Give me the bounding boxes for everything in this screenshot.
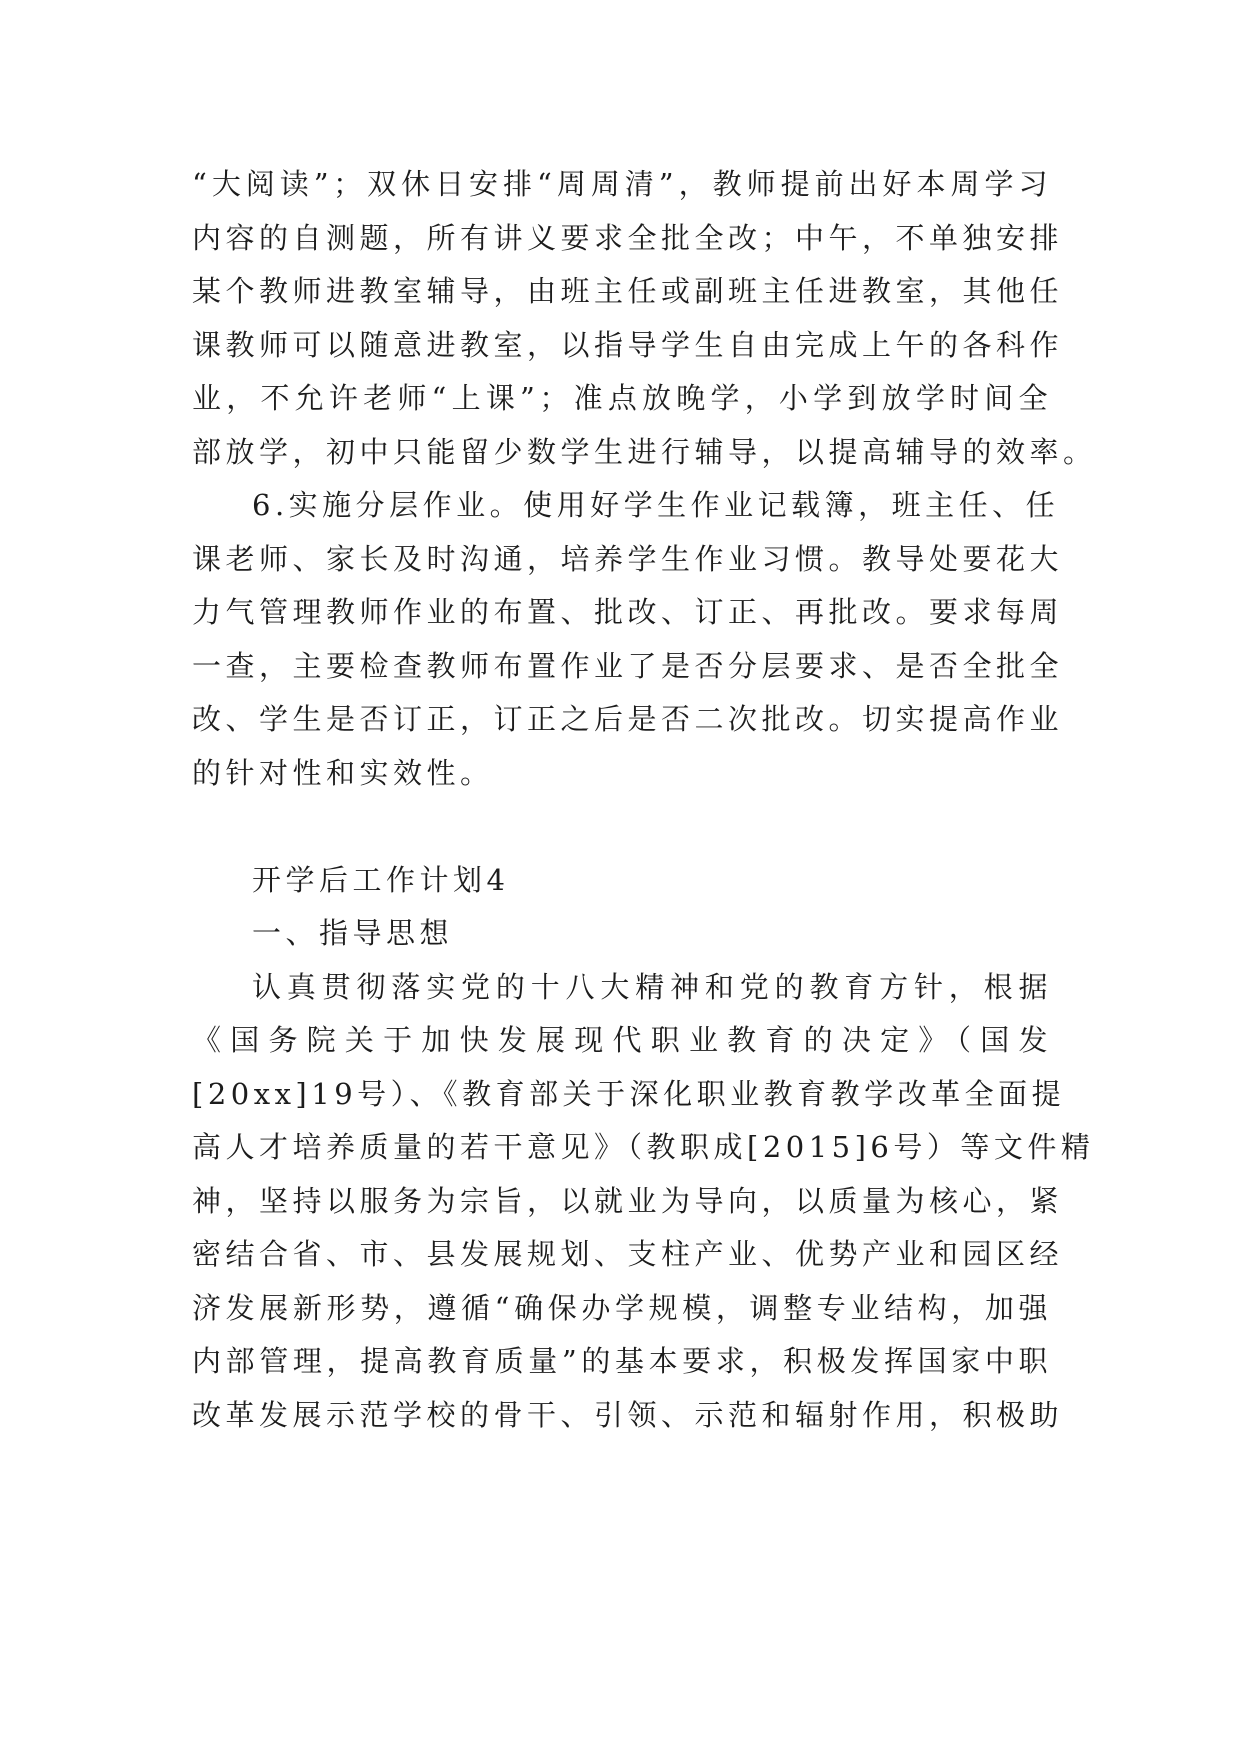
paragraph-line: 内容的自测题，所有讲义要求全批全改；中午，不单独安排: [192, 220, 1064, 255]
paragraph-line: 某个教师进教室辅导，由班主任或副班主任进教室，其他任: [192, 274, 1064, 308]
paragraph-line: 部放学，初中只能留少数学生进行辅导，以提高辅导的效率。: [192, 434, 1097, 469]
paragraph-line: 神，坚持以服务为宗旨，以就业为导向，以质量为核心，紧: [192, 1183, 1064, 1218]
paragraph-line: 高人才培养质量的若干意见》（教职成[2015]6号）等文件精: [192, 1130, 1095, 1164]
paragraph-line: 改、学生是否订正，订正之后是否二次批改。切实提高作业: [192, 702, 1064, 736]
paragraph-line: “大阅读”；双休日安排“周周清”，教师提前出好本周学习: [192, 167, 1052, 201]
document-body: [192, 158, 1097, 1442]
paragraph-line: 一查，主要检查教师布置作业了是否分层要求、是否全批全: [192, 648, 1064, 683]
paragraph-line: 认真贯彻落实党的十八大精神和党的教育方针，根据: [252, 969, 1052, 1004]
paragraph-gap: [192, 800, 1052, 854]
paragraph-line: 6.实施分层作业。使用好学生作业记载簿，班主任、任: [252, 488, 1060, 522]
paragraph-line: 密结合省、市、县发展规划、支柱产业、优势产业和园区经: [192, 1237, 1064, 1271]
paragraph-line: [20xx]19号）、《教育部关于深化职业教育教学改革全面提: [192, 1076, 1066, 1111]
paragraph-line: 课老师、家长及时沟通，培养学生作业习惯。教导处要花大: [192, 541, 1064, 576]
paragraph-line: 力气管理教师作业的布置、批改、订正、再批改。要求每周: [192, 595, 1064, 629]
paragraph-line: 课教师可以随意进教室，以指导学生自由完成上午的各科作: [192, 327, 1064, 362]
paragraph-line: 《国务院关于加快发展现代职业教育的决定》（国发: [192, 1023, 1052, 1057]
paragraph-line: 的针对性和实效性。: [192, 755, 494, 790]
plan-title: 开学后工作计划4: [252, 862, 510, 897]
paragraph-line: 业，不允许老师“上课”；准点放晚学，小学到放学时间全: [192, 381, 1052, 415]
paragraph-line: 济发展新形势，遵循“确保办学规模，调整专业结构，加强: [192, 1290, 1052, 1325]
paragraph-line: 内部管理，提高教育质量”的基本要求，积极发挥国家中职: [192, 1344, 1052, 1378]
section-heading: 一、指导思想: [252, 916, 454, 950]
paragraph-line: 改革发展示范学校的骨干、引领、示范和辐射作用，积极助: [192, 1397, 1064, 1432]
